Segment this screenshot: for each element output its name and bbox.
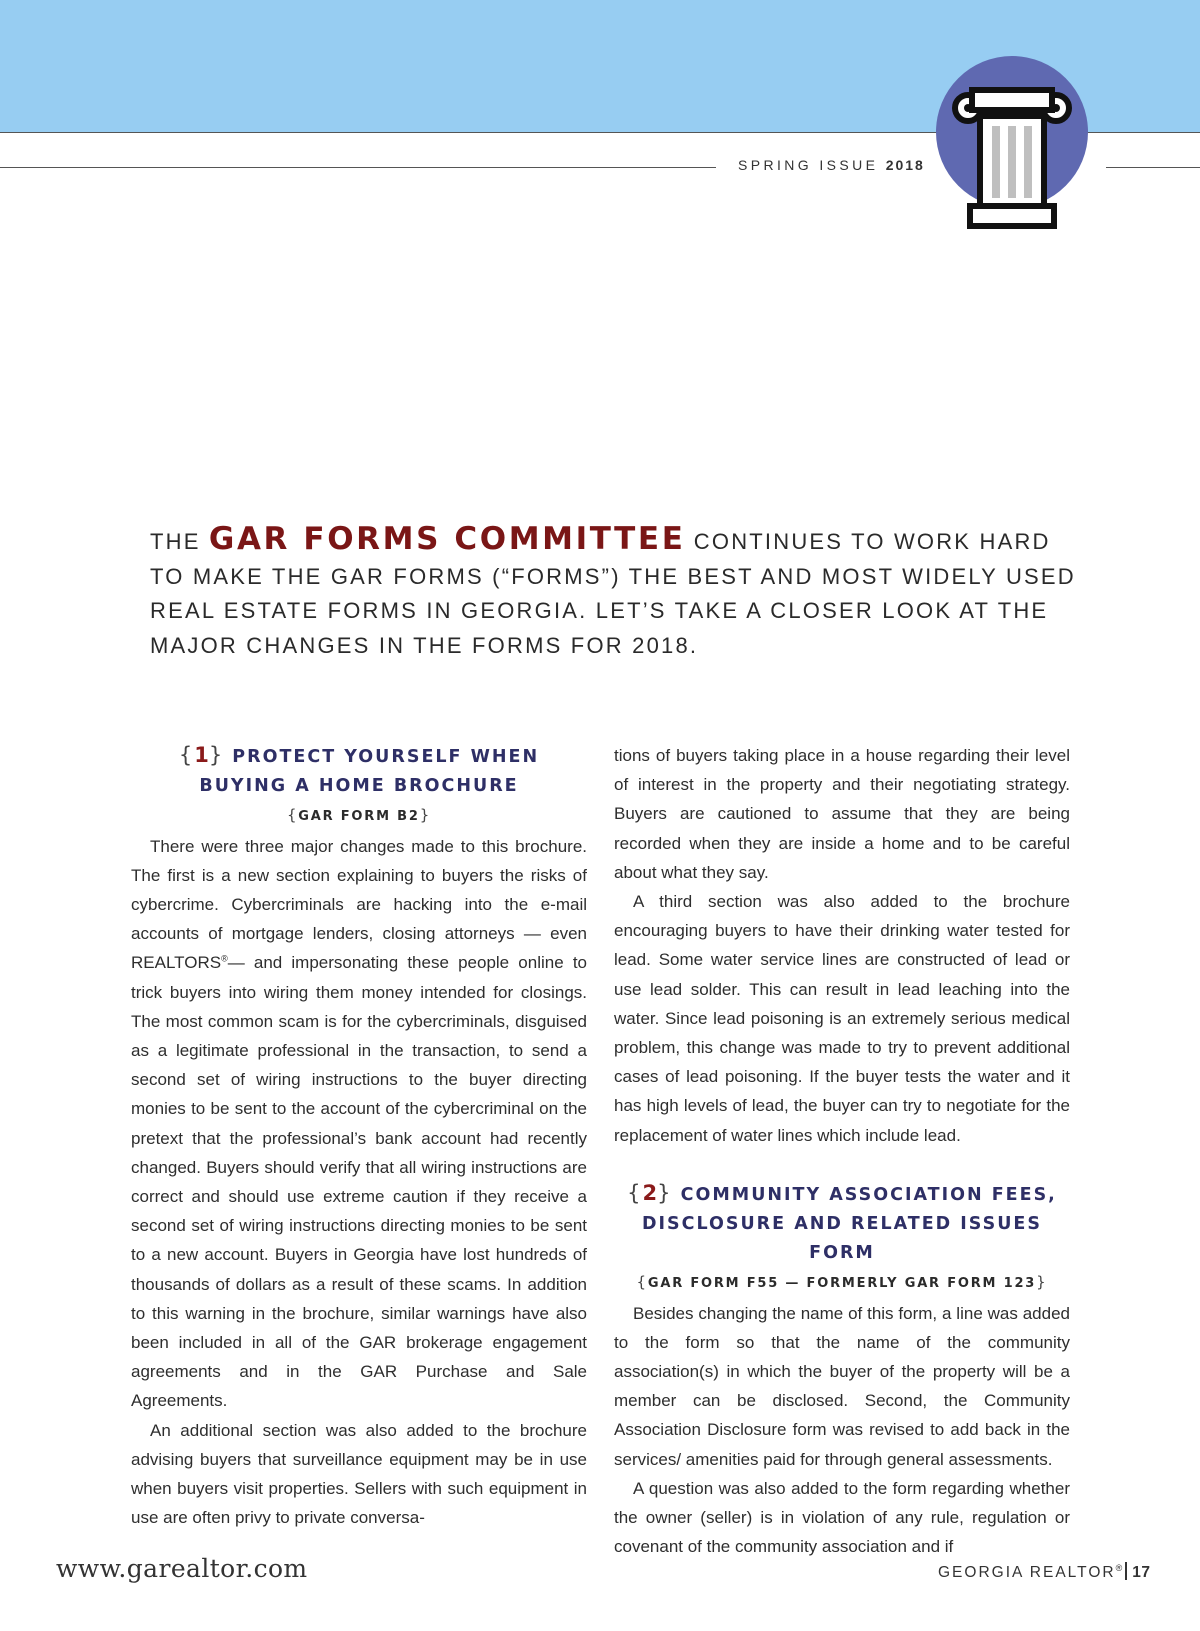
section-2-paragraph-2: A question was also added to the form regarding whether the owner (seller) is in violation of any rule, regulation or covenant of the community association and if: [614, 1478, 1070, 1557]
section-2-brace-open: {: [627, 1180, 643, 1205]
header-rule-right: [1106, 167, 1200, 168]
section-1-number: 1: [194, 743, 209, 767]
section-1-brace-open: {: [178, 743, 195, 767]
section-1-brace-close: }: [208, 743, 225, 767]
issue-year: 2018: [885, 157, 925, 173]
page-number: 17: [1132, 1564, 1151, 1581]
section-1-paragraph-2-continued: tions of buyers taking place in a house regarding their level of interest in the property and their negotiating strategy. Buyers are cautioned to assume that they are being recorded when they are inside a home and to be careful about what they say.: [614, 746, 1070, 882]
section-1-paragraph-2: An additional section was also added to the brochure advising buyers that surveillance equipment may be in use when buyers visit properties. Sellers with such equipment in use are often privy to private conversa-: [131, 1420, 587, 1528]
footer-folio: [938, 1562, 1150, 1582]
article-column-left: [131, 741, 587, 1532]
section-1-title-line1: PROTECT YOURSELF WHEN: [232, 747, 540, 767]
issue-label: [738, 157, 925, 173]
section-1-paragraph-1: There were three major changes made to this brochure. The first is a new section explaining to buyers the risks of cybercrime. Cybercriminals are hacking into the e-mail accounts of mortgage lenders, closing attorneys — even REALTORS®— and impersonating these people online to trick buyers into wiring them money intended for closings. The most common scam is for the cybercriminals, disguised as a legitimate professional in the transaction, to send a second set of wiring instructions to the buyer directing monies to be sent to the account of the cybercriminal on the pretext that the professional’s bank account had recently changed. Buyers should verify that all wiring instructions are correct and should use extreme caution if they receive a second set of wiring instructions directing monies to be sent to a new account. Buyers in Georgia have lost hundreds of thousands of dollars as a result of these scams. In addition to this warning in the brochure, similar warnings have also been included in all of the GAR brokerage engagement agreements and in the GAR Purchase and Sale Agreements.: [131, 836, 587, 1411]
section-2-title-line1: COMMUNITY ASSOCIATION FEES,: [680, 1184, 1057, 1205]
issue-season: SPRING ISSUE: [738, 157, 879, 173]
footer-website-link[interactable]: www.garealtor.com: [56, 1554, 308, 1583]
intro-highlight: GAR FORMS COMMITTEE: [208, 521, 686, 557]
article-column-right: [614, 741, 1070, 1561]
section-2-brace-close: }: [657, 1180, 673, 1205]
section-2-paragraph-1: Besides changing the name of this form, a line was added to the form so that the name of the community association(s) in which the buyer of the property will be a member can be disclosed. Second, the Community Association Disclosure form was revised to add back in the services/ amenities paid for through general assessments.: [614, 1303, 1070, 1469]
ionic-column-icon: [936, 56, 1088, 232]
section-2-form: GAR FORM F55 — FORMERLY GAR FORM 123: [647, 1276, 1037, 1292]
section-1-title: [131, 741, 587, 801]
footer-reg-mark: ®: [1115, 1562, 1123, 1573]
section-2-title: [614, 1179, 1070, 1269]
section-1-form: GAR FORM B2: [298, 809, 420, 825]
section-1-paragraph-3: A third section was also added to the brochure encouraging buyers to have their drinking water tested for lead. Some water service lines are constructed of lead or use lead solder. This can result in lead leaching into the water. Since lead poisoning is an extremely serious medical problem, this change was made to try to prevent additional cases of lead poisoning. If the buyer tests the water and it has high levels of lead, the buyer can try to negotiate for the replacement of water lines which include lead.: [614, 892, 1070, 1145]
section-1-title-line2: BUYING A HOME BROCHURE: [199, 776, 519, 797]
section-2-form-label: {GAR FORM F55 — FORMERLY GAR FORM 123}: [636, 1273, 1048, 1292]
intro-rest: CONTINUES TO WORK HARD TO MAKE THE GAR FORMS (“FORMS”) THE BEST AND MOST WIDELY USED REAL ESTATE FORMS IN GEORGIA. LET’S TAKE A CLOSER LOOK AT THE MAJOR CHANGES IN THE FORMS FOR 2018.: [150, 529, 1076, 658]
header-rule-left: [0, 167, 716, 168]
section-2-number: 2: [642, 1180, 658, 1205]
footer-magazine-name: GEORGIA REALTOR: [938, 1564, 1116, 1581]
section-1-form-label: {GAR FORM B2}: [286, 806, 432, 825]
footer-divider: [1125, 1562, 1127, 1580]
intro-lead: THE: [150, 529, 201, 554]
section-2-title-line2: DISCLOSURE AND RELATED ISSUES FORM: [641, 1214, 1042, 1264]
intro-statement: [150, 522, 1080, 663]
